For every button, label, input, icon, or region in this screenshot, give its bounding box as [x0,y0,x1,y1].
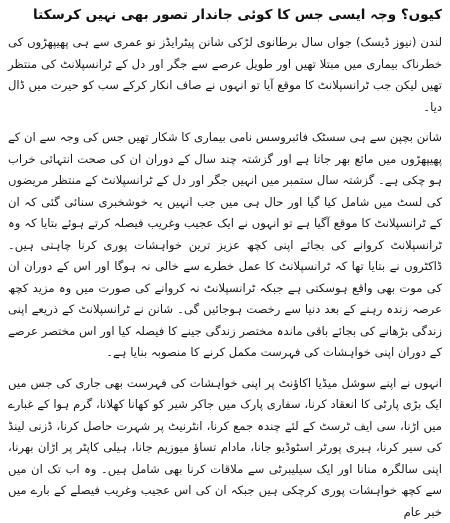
article-paragraph-body: شانن بچپن سے ہی سسٹک فائبروسس نامی بیماری کا شکار تھیں جس کی وجہ سے ان کے پھیپھڑوں میں مائع بھر جاتا ہے اور گزشتہ چند سال کے دوران ان کی صحت انتہائی خراب ہو چکی ہے۔ گزشتہ سال ستمبر میں انہیں جگر اور دل کے ٹرانسپلانٹ کے منتظر مریضوں کی لسٹ میں شامل کیا گیا اور حال ہی میں جب انہیں یہ خوشخبری سنائی گئی کہ ان کے ٹرانسپلانٹ کا موقع آگیا ہے تو انہوں نے ایک عجیب وغریب فیصلہ کرتے ہوئے بتایا کہ وہ ٹرانسپلانٹ کروانے کی بجائے اپنی کچھ عزیز ترین خواہشات پوری کرنا چاہتی ہیں۔ ڈاکٹروں نے بتایا تھا کہ ٹرانسپلانٹ کا عمل خطرے سے خالی نہ ہوگا اور اس کے دوران ان کی موت بھی واقع ہوسکتی ہے جبکہ ٹرانسپلانٹ نہ کروانے کی صورت میں وہ مزید کچھ عرصہ زندہ رہنے کے بعد دنیا سے رخصت ہوجائیں گی۔ شانن نے ٹرانسپلانٹ کے ذریعے اپنی زندگی بڑھانے کی بجائے باقی ماندہ مختصر زندگی جینے کا فیصلہ کیا اور اس مختصر عرصے کے دوران اپنی خواہشات کی فہرست مکمل کرنے کا منصوبہ بنایا ہے۔ [8,127,442,364]
article-paragraph-wishlist: انہوں نے اپنے سوشل میڈیا اکاﺅنٹ پر اپنی خواہشات کی فہرست بھی جاری کی جس میں ایک بڑی پارٹی کا انعقاد کرنا، سفاری پارک میں جاکر شیر کو کھانا کھلانا، گرم ہوا کے غبارے میں اڑنا، سی ایف ٹرسٹ کے لئے چندہ جمع کرنا، انٹرنیٹ پر شہرت حاصل کرنا، ڈزنی لینڈ کی سیر کرنا، ہیری پورٹر اسٹوڈیو جانا، مادام تساؤ میوزیم جانا، ہیلی کاپٹر پر اڑان بھرنا، اپنی سالگرہ منانا اور ایک سیلیبرٹی سے ملاقات کرنا بھی شامل ہیں۔ وہ اب تک ان میں سے کچھ خواہشات پوری کرچکی ہیں جبکہ ان کی اس عجیب وغریب فیصلے کے بارے میں خبر عام [8,373,442,523]
article-headline: کیوں؟ وجہ ایسی جس کا کوئی جاندار تصور بھی نہیں کرسکتا [8,4,442,26]
article-paragraph-intro: لندن (نیوز ڈیسک) جواں سال برطانوی لڑکی شانن پیٹرایڈز نو عمری سے ہی پھیپھڑوں کی خطرناک بیماری میں مبتلا تھیں اور طویل عرصے سے جگر اور دل کے ٹرانسپلانٹ کی منتظر تھیں لیکن جب ٹرانسپلانٹ کا موقع آیا تو انہوں نے صاف انکار کرکے سب کو حیرت میں ڈال دیا۔ [8,32,442,118]
